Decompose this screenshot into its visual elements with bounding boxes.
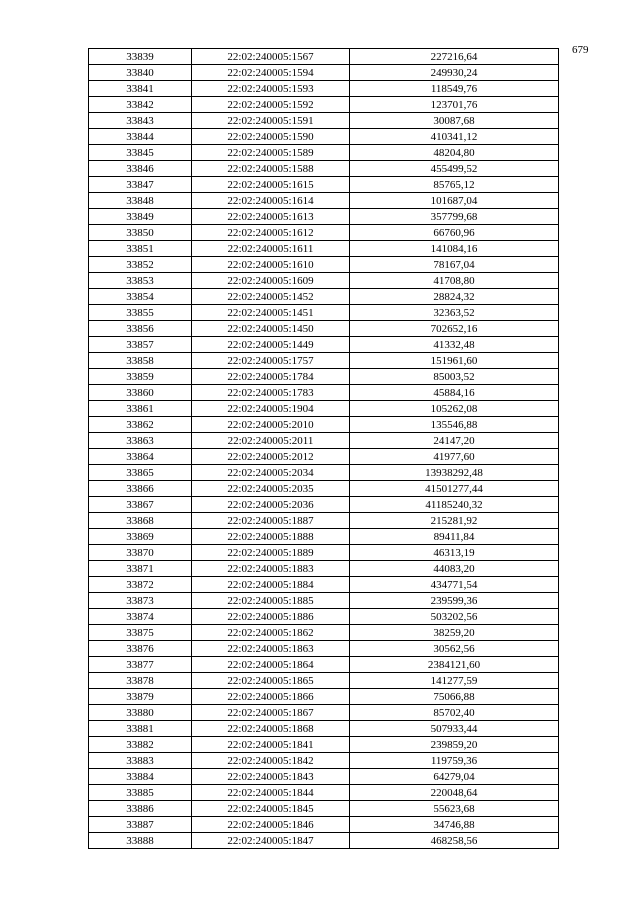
value-cell: 702652,16 [350,321,559,337]
table-row [89,785,559,801]
value-cell: 118549,76 [350,81,559,97]
cadastral-number-cell: 22:02:240005:1611 [192,241,350,257]
row-number-cell: 33845 [89,145,192,161]
table-row [89,145,559,161]
cadastral-number-cell: 22:02:240005:1885 [192,593,350,609]
table-row [89,737,559,753]
cadastral-number-cell: 22:02:240005:1888 [192,529,350,545]
table-row [89,129,559,145]
cadastral-number-cell: 22:02:240005:1867 [192,705,350,721]
value-cell: 66760,96 [350,225,559,241]
row-number-cell: 33868 [89,513,192,529]
row-number-cell: 33878 [89,673,192,689]
value-cell: 13938292,48 [350,465,559,481]
table-row [89,721,559,737]
value-cell: 48204,80 [350,145,559,161]
table-row [89,433,559,449]
cadastral-number-cell: 22:02:240005:1844 [192,785,350,801]
value-cell: 227216,64 [350,49,559,65]
row-number-cell: 33840 [89,65,192,81]
table-row [89,49,559,65]
cadastral-number-cell: 22:02:240005:2035 [192,481,350,497]
table-row [89,465,559,481]
value-cell: 119759,36 [350,753,559,769]
cadastral-number-cell: 22:02:240005:1889 [192,545,350,561]
cadastral-number-cell: 22:02:240005:1868 [192,721,350,737]
row-number-cell: 33851 [89,241,192,257]
cadastral-number-cell: 22:02:240005:1567 [192,49,350,65]
row-number-cell: 33881 [89,721,192,737]
cadastral-number-cell: 22:02:240005:1612 [192,225,350,241]
value-cell: 455499,52 [350,161,559,177]
table-row [89,753,559,769]
value-cell: 75066,88 [350,689,559,705]
value-cell: 46313,19 [350,545,559,561]
value-cell: 78167,04 [350,257,559,273]
cadastral-number-cell: 22:02:240005:1589 [192,145,350,161]
row-number-cell: 33853 [89,273,192,289]
table-row [89,769,559,785]
value-cell: 101687,04 [350,193,559,209]
table-row [89,833,559,849]
row-number-cell: 33872 [89,577,192,593]
row-number-cell: 33870 [89,545,192,561]
row-number-cell: 33865 [89,465,192,481]
cadastral-number-cell: 22:02:240005:1784 [192,369,350,385]
row-number-cell: 33856 [89,321,192,337]
table-row [89,113,559,129]
cadastral-number-cell: 22:02:240005:1904 [192,401,350,417]
row-number-cell: 33873 [89,593,192,609]
row-number-cell: 33877 [89,657,192,673]
row-number-cell: 33864 [89,449,192,465]
row-number-cell: 33871 [89,561,192,577]
table-row [89,497,559,513]
cadastral-number-cell: 22:02:240005:1609 [192,273,350,289]
value-cell: 507933,44 [350,721,559,737]
cadastral-number-cell: 22:02:240005:1450 [192,321,350,337]
cadastral-number-cell: 22:02:240005:1588 [192,161,350,177]
cadastral-number-cell: 22:02:240005:1615 [192,177,350,193]
table-row [89,817,559,833]
cadastral-number-cell: 22:02:240005:2034 [192,465,350,481]
row-number-cell: 33885 [89,785,192,801]
row-number-cell: 33862 [89,417,192,433]
row-number-cell: 33849 [89,209,192,225]
row-number-cell: 33860 [89,385,192,401]
cadastral-number-cell: 22:02:240005:1863 [192,641,350,657]
cadastral-number-cell: 22:02:240005:1865 [192,673,350,689]
table-row [89,225,559,241]
value-cell: 239599,36 [350,593,559,609]
cadastral-number-cell: 22:02:240005:2036 [192,497,350,513]
cadastral-number-cell: 22:02:240005:2012 [192,449,350,465]
table-row [89,705,559,721]
cadastral-number-cell: 22:02:240005:2011 [192,433,350,449]
value-cell: 141277,59 [350,673,559,689]
table-body [89,49,559,849]
row-number-cell: 33882 [89,737,192,753]
value-cell: 85003,52 [350,369,559,385]
table-row [89,449,559,465]
row-number-cell: 33886 [89,801,192,817]
value-cell: 410341,12 [350,129,559,145]
row-number-cell: 33857 [89,337,192,353]
page-number: 679 [572,44,589,56]
row-number-cell: 33875 [89,625,192,641]
value-cell: 151961,60 [350,353,559,369]
cadastral-number-cell: 22:02:240005:1883 [192,561,350,577]
value-cell: 2384121,60 [350,657,559,673]
cadastral-number-cell: 22:02:240005:1757 [192,353,350,369]
table-row [89,625,559,641]
cadastral-number-cell: 22:02:240005:1846 [192,817,350,833]
table-row [89,353,559,369]
table-row [89,545,559,561]
cadastral-number-cell: 22:02:240005:1590 [192,129,350,145]
cadastral-number-cell: 22:02:240005:1866 [192,689,350,705]
value-cell: 135546,88 [350,417,559,433]
value-cell: 85765,12 [350,177,559,193]
cadastral-number-cell: 22:02:240005:1449 [192,337,350,353]
table-row [89,529,559,545]
table-row [89,689,559,705]
table-row [89,193,559,209]
value-cell: 41332,48 [350,337,559,353]
table-row [89,257,559,273]
table-row [89,609,559,625]
cadastral-number-cell: 22:02:240005:1864 [192,657,350,673]
row-number-cell: 33842 [89,97,192,113]
cadastral-number-cell: 22:02:240005:2010 [192,417,350,433]
row-number-cell: 33867 [89,497,192,513]
cadastral-number-cell: 22:02:240005:1842 [192,753,350,769]
value-cell: 38259,20 [350,625,559,641]
value-cell: 32363,52 [350,305,559,321]
row-number-cell: 33839 [89,49,192,65]
table-row [89,641,559,657]
table-row [89,337,559,353]
table-row [89,65,559,81]
row-number-cell: 33874 [89,609,192,625]
value-cell: 141084,16 [350,241,559,257]
value-cell: 41708,80 [350,273,559,289]
row-number-cell: 33876 [89,641,192,657]
row-number-cell: 33843 [89,113,192,129]
value-cell: 215281,92 [350,513,559,529]
cadastral-number-cell: 22:02:240005:1862 [192,625,350,641]
table-row [89,561,559,577]
table-row [89,241,559,257]
value-cell: 249930,24 [350,65,559,81]
cadastral-number-cell: 22:02:240005:1594 [192,65,350,81]
value-cell: 34746,88 [350,817,559,833]
row-number-cell: 33888 [89,833,192,849]
value-cell: 503202,56 [350,609,559,625]
table-row [89,673,559,689]
table-row [89,513,559,529]
table-row [89,97,559,113]
cadastral-number-cell: 22:02:240005:1884 [192,577,350,593]
table-row [89,401,559,417]
row-number-cell: 33858 [89,353,192,369]
table-row [89,161,559,177]
row-number-cell: 33852 [89,257,192,273]
cadastral-number-cell: 22:02:240005:1847 [192,833,350,849]
row-number-cell: 33847 [89,177,192,193]
table-row [89,289,559,305]
table-row [89,81,559,97]
table-row [89,385,559,401]
row-number-cell: 33884 [89,769,192,785]
value-cell: 123701,76 [350,97,559,113]
row-number-cell: 33850 [89,225,192,241]
table-row [89,369,559,385]
cadastral-number-cell: 22:02:240005:1845 [192,801,350,817]
value-cell: 105262,08 [350,401,559,417]
table-row [89,593,559,609]
row-number-cell: 33879 [89,689,192,705]
row-number-cell: 33880 [89,705,192,721]
value-cell: 468258,56 [350,833,559,849]
value-cell: 357799,68 [350,209,559,225]
row-number-cell: 33855 [89,305,192,321]
cadastral-number-cell: 22:02:240005:1610 [192,257,350,273]
table-row [89,321,559,337]
value-cell: 30087,68 [350,113,559,129]
value-cell: 41501277,44 [350,481,559,497]
cadastral-number-cell: 22:02:240005:1843 [192,769,350,785]
row-number-cell: 33841 [89,81,192,97]
value-cell: 41977,60 [350,449,559,465]
cadastral-number-cell: 22:02:240005:1887 [192,513,350,529]
table-row [89,273,559,289]
table-row [89,577,559,593]
value-cell: 24147,20 [350,433,559,449]
cadastral-number-cell: 22:02:240005:1613 [192,209,350,225]
value-cell: 85702,40 [350,705,559,721]
table-row [89,305,559,321]
table-row [89,417,559,433]
row-number-cell: 33883 [89,753,192,769]
value-cell: 434771,54 [350,577,559,593]
row-number-cell: 33869 [89,529,192,545]
value-cell: 64279,04 [350,769,559,785]
cadastral-number-cell: 22:02:240005:1886 [192,609,350,625]
value-cell: 44083,20 [350,561,559,577]
row-number-cell: 33844 [89,129,192,145]
table-row [89,657,559,673]
cadastral-number-cell: 22:02:240005:1592 [192,97,350,113]
data-table [88,48,559,849]
row-number-cell: 33887 [89,817,192,833]
cadastral-number-cell: 22:02:240005:1452 [192,289,350,305]
cadastral-number-cell: 22:02:240005:1593 [192,81,350,97]
row-number-cell: 33848 [89,193,192,209]
value-cell: 30562,56 [350,641,559,657]
row-number-cell: 33861 [89,401,192,417]
value-cell: 55623,68 [350,801,559,817]
row-number-cell: 33859 [89,369,192,385]
value-cell: 41185240,32 [350,497,559,513]
row-number-cell: 33866 [89,481,192,497]
cadastral-number-cell: 22:02:240005:1614 [192,193,350,209]
table-row [89,177,559,193]
value-cell: 45884,16 [350,385,559,401]
value-cell: 89411,84 [350,529,559,545]
cadastral-number-cell: 22:02:240005:1451 [192,305,350,321]
table-row [89,209,559,225]
cadastral-number-cell: 22:02:240005:1591 [192,113,350,129]
row-number-cell: 33854 [89,289,192,305]
table-row [89,481,559,497]
row-number-cell: 33846 [89,161,192,177]
value-cell: 28824,32 [350,289,559,305]
cadastral-number-cell: 22:02:240005:1841 [192,737,350,753]
value-cell: 220048,64 [350,785,559,801]
row-number-cell: 33863 [89,433,192,449]
cadastral-number-cell: 22:02:240005:1783 [192,385,350,401]
table-row [89,801,559,817]
value-cell: 239859,20 [350,737,559,753]
